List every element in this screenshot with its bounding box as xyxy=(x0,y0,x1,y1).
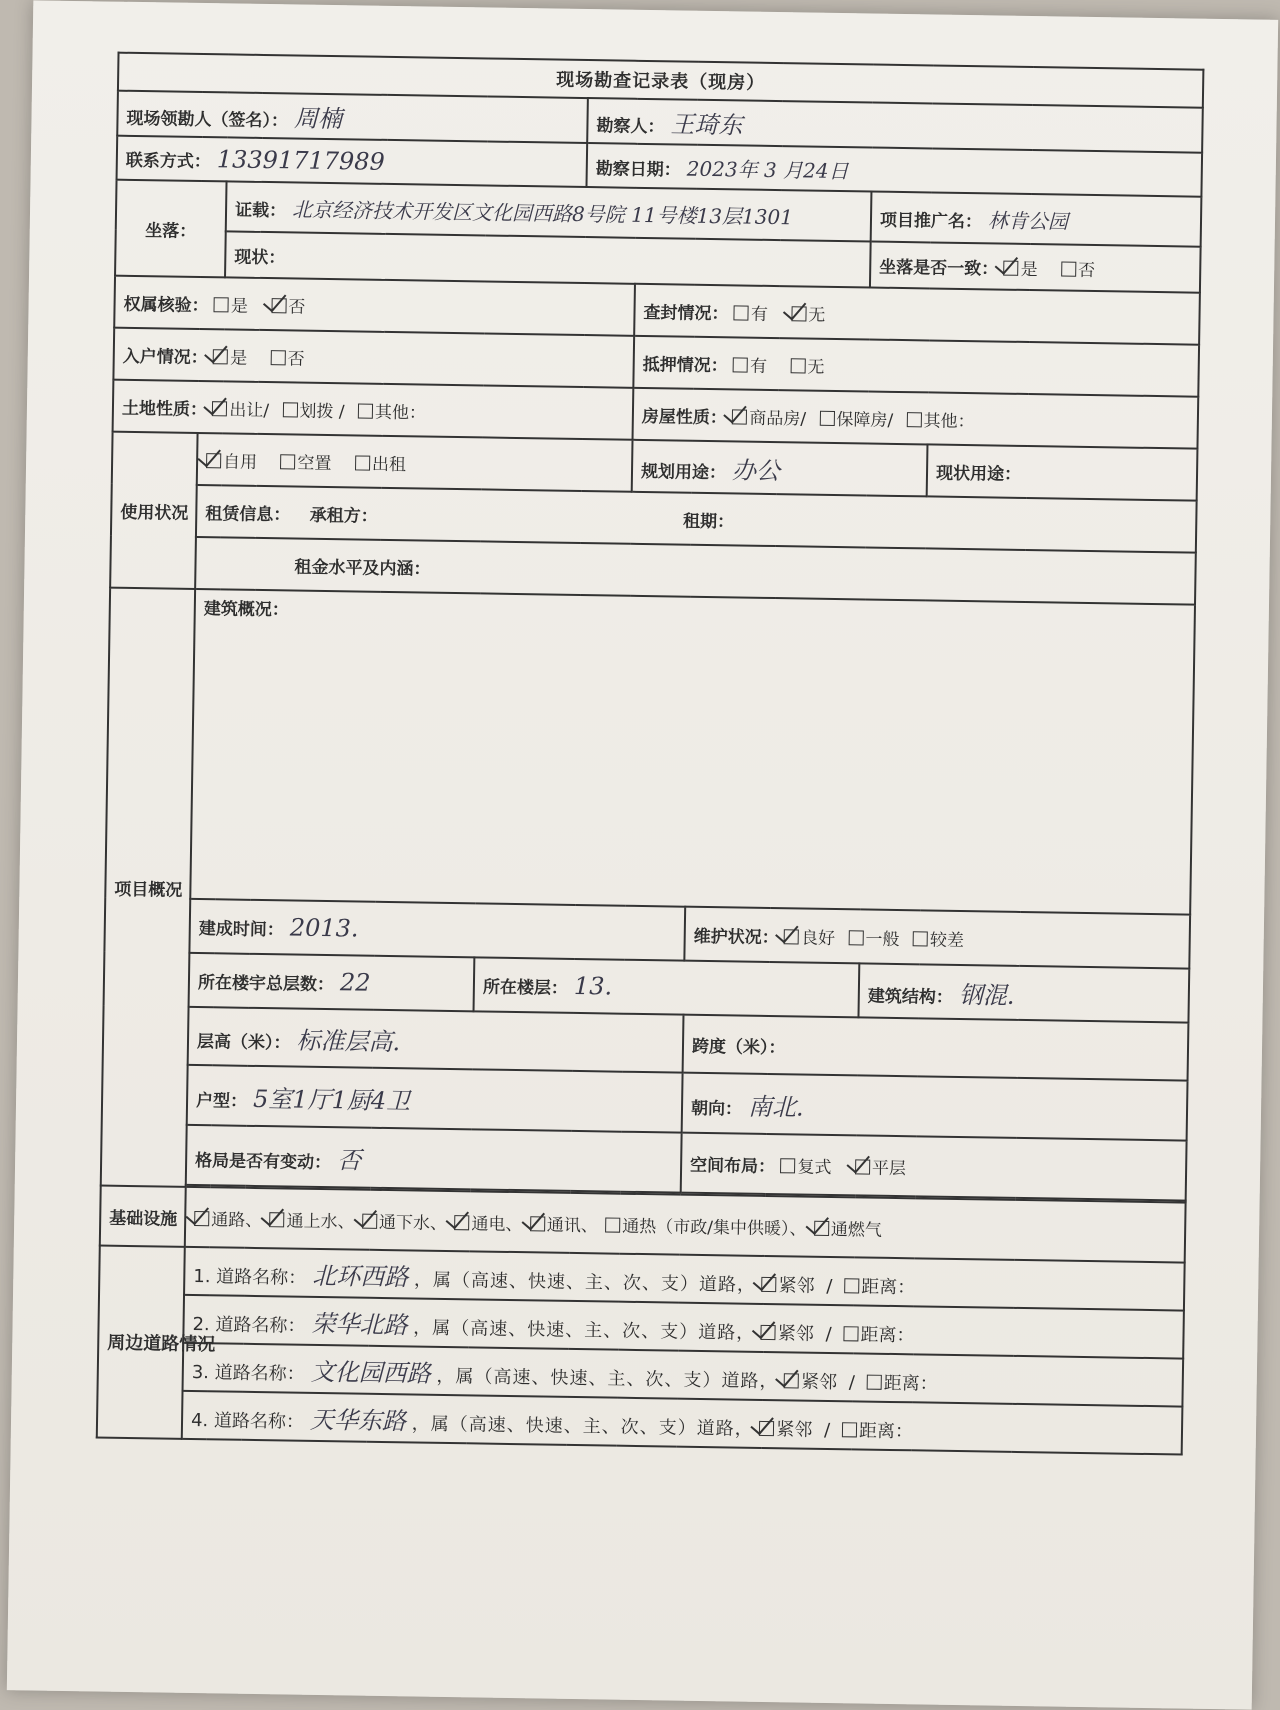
road-4-distance-label: 距离： xyxy=(858,1419,914,1442)
orient-cell xyxy=(682,1073,1188,1141)
orient-label: 朝向： xyxy=(690,1098,743,1120)
road-4-name: 天华东路 xyxy=(309,1405,407,1435)
road-3-adjacent-label: 紧邻 xyxy=(800,1371,838,1393)
entry-cell xyxy=(113,328,634,388)
promo-label: 项目推广名： xyxy=(879,210,983,232)
entry-yes-label: 是 xyxy=(230,347,248,369)
layout-label: 户型： xyxy=(195,1090,248,1112)
infra-heating-label: 通热（市政/集中供暖）、 xyxy=(622,1216,807,1240)
road-4-sep: / xyxy=(823,1419,831,1441)
road-3-no: 3. xyxy=(191,1361,210,1383)
road-1-sep: / xyxy=(826,1275,833,1297)
checkbox-entry-no[interactable] xyxy=(270,350,285,365)
checkbox-infra-drainage[interactable] xyxy=(362,1213,377,1228)
mortgage-cell xyxy=(633,336,1199,397)
built-label: 建成时间： xyxy=(198,919,284,941)
mortgage-no-label: 无 xyxy=(807,357,825,378)
project-label: 项目概况 xyxy=(101,588,195,1187)
usage-options-cell xyxy=(197,433,633,492)
contact-cell xyxy=(117,136,588,187)
road-1-adjacent-label: 紧邻 xyxy=(778,1274,815,1297)
checkbox-house-other[interactable] xyxy=(906,412,921,427)
road-1-no: 1. xyxy=(193,1265,211,1287)
checkbox-land-transfer[interactable] xyxy=(212,401,227,416)
land-cell xyxy=(113,380,634,440)
infra-road-label: 通路、 xyxy=(211,1209,263,1231)
road-3-class: ，属（高速、快速、主、次、支）道路， xyxy=(436,1365,779,1392)
structure-value: 钢混. xyxy=(958,980,1015,1010)
ownership-yes-label: 是 xyxy=(230,295,249,317)
built-value: 2013. xyxy=(289,913,359,943)
building-overview-label: 建筑概况： xyxy=(203,599,289,621)
current-use-label: 现状用途： xyxy=(935,463,1022,485)
checkbox-usage-self[interactable] xyxy=(206,453,221,468)
road-1-name-label: 道路名称： xyxy=(216,1265,307,1289)
guide-label: 现场领勘人（签名）： xyxy=(126,108,289,132)
checkbox-road-1-adjacent[interactable] xyxy=(762,1276,777,1291)
checkbox-maint-good[interactable] xyxy=(784,929,799,944)
usage-rent-label: 出租 xyxy=(371,454,407,475)
road-2-class: ，属（高速、快速、主、次、支）道路， xyxy=(413,1316,756,1344)
term-label: 租期： xyxy=(682,511,735,532)
road-2-sep: / xyxy=(825,1323,832,1345)
contact-value: 13391717989 xyxy=(216,145,386,176)
plan-cell xyxy=(632,440,928,497)
maint-good-label: 良好 xyxy=(800,928,836,949)
house-affordable-label: 保障房/ xyxy=(836,409,894,431)
mortgage-label: 抵押情况： xyxy=(642,354,728,376)
height-cell xyxy=(188,1007,684,1073)
guide-signature: 周楠 xyxy=(293,104,343,134)
land-transfer-label: 出让/ xyxy=(229,399,270,421)
floor-cell xyxy=(474,957,860,1017)
current-use-cell xyxy=(927,444,1198,500)
height-label: 层高（米）： xyxy=(196,1031,291,1053)
date-value: 2023年 3 月24日 xyxy=(686,156,849,183)
checkbox-road-4-distance[interactable] xyxy=(842,1422,857,1437)
road-1-name: 北环西路 xyxy=(312,1261,409,1291)
space-flat-label: 平层 xyxy=(871,1158,907,1179)
checkbox-house-affordable[interactable] xyxy=(819,410,834,425)
plan-label: 规划用途： xyxy=(640,461,727,483)
tenant-label: 承租方： xyxy=(309,505,378,527)
checkbox-consistent-yes[interactable] xyxy=(1004,260,1019,275)
floors-label: 所在楼宇总层数： xyxy=(197,973,335,996)
road-3-sep: / xyxy=(848,1371,856,1393)
structure-cell xyxy=(858,963,1189,1022)
space-label: 空间布局： xyxy=(689,1155,776,1177)
entry-no-label: 否 xyxy=(287,348,305,370)
plan-value: 办公 xyxy=(731,455,781,485)
checkbox-road-1-distance[interactable] xyxy=(844,1278,859,1293)
checkbox-usage-rent[interactable] xyxy=(355,455,370,470)
ownership-no-label: 否 xyxy=(288,296,306,318)
usage-label: 使用状况 xyxy=(110,432,197,589)
checkbox-infra-water-supply[interactable] xyxy=(270,1212,285,1227)
space-cell xyxy=(681,1133,1187,1201)
checkbox-land-allocate[interactable] xyxy=(282,402,297,417)
seal-label: 查封情况： xyxy=(643,302,729,324)
change-value: 否 xyxy=(336,1145,362,1175)
ownership-cell xyxy=(114,276,635,336)
floors-cell xyxy=(189,953,475,1011)
checkbox-entry-yes[interactable] xyxy=(213,349,228,364)
house-commercial-label: 商品房/ xyxy=(749,408,807,430)
checkbox-road-2-adjacent[interactable] xyxy=(761,1324,776,1339)
checkbox-mortgage-no[interactable] xyxy=(790,358,805,373)
form-title: 现场勘查记录表（现房） xyxy=(118,53,1204,108)
checkbox-house-commercial[interactable] xyxy=(732,409,747,424)
seal-no-label: 无 xyxy=(808,305,826,326)
checkbox-space-flat[interactable] xyxy=(855,1159,870,1174)
checkbox-land-other[interactable] xyxy=(358,403,373,418)
span-cell xyxy=(683,1015,1189,1081)
mortgage-yes-label: 有 xyxy=(749,356,768,377)
checkbox-infra-gas[interactable] xyxy=(814,1220,829,1235)
road-2-adjacent-label: 紧邻 xyxy=(777,1322,815,1345)
seal-cell xyxy=(634,284,1200,345)
promo-value: 林肯公园 xyxy=(987,207,1069,234)
floor-value: 13. xyxy=(573,971,613,1001)
maint-label: 维护状况： xyxy=(693,926,779,948)
road-2-no: 2. xyxy=(192,1313,210,1335)
infra-power-label: 通电、 xyxy=(471,1213,523,1235)
road-4-adjacent-label: 紧邻 xyxy=(776,1418,813,1441)
roads-label: 周边道路情况 xyxy=(97,1246,185,1439)
land-label: 土地性质： xyxy=(121,398,208,420)
cert-label: 证载： xyxy=(234,200,287,221)
road-3-name: 文化园西路 xyxy=(310,1357,431,1388)
lease-label: 租赁信息： xyxy=(205,503,291,525)
guide-cell xyxy=(117,91,588,143)
checkbox-usage-vacant[interactable] xyxy=(280,454,295,469)
maint-poor-label: 较差 xyxy=(929,930,965,951)
road-2-distance-label: 距离： xyxy=(860,1323,915,1346)
date-label: 勘察日期： xyxy=(595,158,681,181)
consistent-cell xyxy=(870,242,1201,293)
road-2-name-label: 道路名称： xyxy=(215,1313,306,1337)
road-1-distance-label: 距离： xyxy=(861,1275,916,1298)
floors-value: 22 xyxy=(339,968,371,997)
checkbox-ownership-yes[interactable] xyxy=(214,297,229,312)
infra-label: 基础设施 xyxy=(100,1186,186,1247)
floor-label: 所在楼层： xyxy=(482,977,569,999)
road-2-name: 荣华北路 xyxy=(311,1309,408,1339)
consistent-label: 坐落是否一致： xyxy=(879,257,999,280)
house-cell xyxy=(633,388,1199,449)
road-3-name-label: 道路名称： xyxy=(214,1361,305,1385)
consistent-yes-label: 是 xyxy=(1020,259,1038,280)
road-4-name-label: 道路名称： xyxy=(213,1409,305,1433)
checkbox-maint-poor[interactable] xyxy=(913,931,928,946)
span-label: 跨度（米）： xyxy=(691,1036,786,1058)
rent-label: 租金水平及内涵： xyxy=(294,556,431,580)
checkbox-road-3-adjacent[interactable] xyxy=(784,1373,799,1388)
checkbox-road-2-distance[interactable] xyxy=(843,1326,858,1341)
infra-gas-label: 通燃气 xyxy=(830,1219,882,1241)
usage-vacant-label: 空置 xyxy=(297,453,332,474)
consistent-no-label: 否 xyxy=(1077,260,1096,281)
checkbox-infra-telecom[interactable] xyxy=(530,1216,545,1231)
layout-value: 5室1厅1厨4卫 xyxy=(252,1084,411,1115)
house-label: 房屋性质： xyxy=(641,406,728,428)
infra-telecom-label: 通讯、 xyxy=(546,1215,598,1236)
land-allocate-label: 划拨 / xyxy=(299,401,345,422)
structure-label: 建筑结构： xyxy=(867,986,953,1008)
survey-form xyxy=(96,52,1205,1456)
cert-value: 北京经济技术开发区文化园西路8号院 11号楼13层1301 xyxy=(291,196,794,229)
checkbox-maint-avg[interactable] xyxy=(848,930,863,945)
checkbox-consistent-no[interactable] xyxy=(1061,261,1076,276)
land-other-label: 其他： xyxy=(374,402,427,424)
infra-water-supply-label: 通上水、 xyxy=(286,1210,355,1233)
road-4-class: ，属（高速、快速、主、次、支）道路， xyxy=(411,1412,754,1440)
paper-sheet xyxy=(7,0,1278,1709)
road-1-class: ，属（高速、快速、主、次、支）道路， xyxy=(413,1268,757,1296)
layout-cell xyxy=(187,1065,683,1133)
checkbox-seal-no[interactable] xyxy=(791,306,806,321)
maint-cell xyxy=(684,907,1190,969)
entry-label: 入户情况： xyxy=(122,346,208,368)
checkbox-infra-heating[interactable] xyxy=(605,1217,620,1232)
road-4-no: 4. xyxy=(190,1409,209,1431)
checkbox-space-duplex[interactable] xyxy=(780,1158,795,1173)
checkbox-seal-yes[interactable] xyxy=(734,305,749,320)
change-cell xyxy=(186,1125,682,1193)
checkbox-road-3-distance[interactable] xyxy=(867,1374,882,1389)
checkbox-ownership-no[interactable] xyxy=(271,298,286,313)
contact-label: 联系方式： xyxy=(125,150,211,173)
infra-drainage-label: 通下水、 xyxy=(378,1212,448,1234)
checkbox-mortgage-yes[interactable] xyxy=(733,357,748,372)
maint-avg-label: 一般 xyxy=(865,929,900,950)
promo-cell xyxy=(871,192,1202,247)
checkbox-infra-power[interactable] xyxy=(454,1215,469,1230)
current-label: 现状： xyxy=(234,247,286,268)
checkbox-infra-road[interactable] xyxy=(194,1211,209,1226)
surveyor-label: 勘察人： xyxy=(596,116,665,138)
height-value: 标准层高. xyxy=(296,1026,401,1056)
seal-yes-label: 有 xyxy=(750,304,769,325)
checkbox-road-4-adjacent[interactable] xyxy=(759,1420,774,1435)
house-other-label: 其他： xyxy=(923,410,975,432)
built-cell xyxy=(189,899,685,961)
building-overview-cell xyxy=(190,589,1195,915)
orient-value: 南北. xyxy=(747,1092,804,1122)
usage-self-label: 自用 xyxy=(222,451,258,473)
space-duplex-label: 复式 xyxy=(797,1156,832,1178)
surveyor-signature: 王琦东 xyxy=(670,110,743,140)
road-3-distance-label: 距离： xyxy=(883,1372,938,1395)
location-label: 坐落： xyxy=(115,180,226,278)
ownership-label: 权属核验： xyxy=(123,294,209,316)
change-label: 格局是否有变动： xyxy=(194,1150,332,1173)
